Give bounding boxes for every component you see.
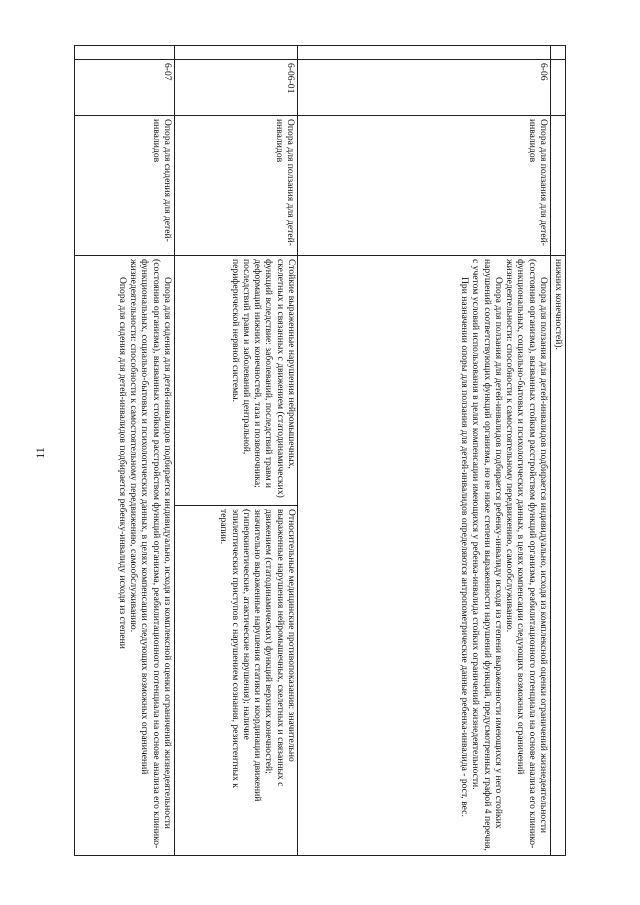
indications-text: Стойкие выраженные нарушения нейромышечных, скелетных и связанных с движением (статодинамических) функций вследствие: заболеваний, последствий травм и деформаций нижних конечностей, таза и позвоночника; последствий травм и заболеваний центральной, периферической нервной системы. [175, 256, 297, 506]
item-description [298, 256, 551, 856]
item-name: Опора для ползания для детей-инвалидов [298, 116, 551, 256]
criteria-grid [175, 256, 297, 855]
description-paragraph: Опора для ползания для детей-инвалидов подбирается индивидуально, исходя из комплексной оценки ограничений жизнедеятельности (состояния организма), вызванных стойким расстройством функций организма, реабилитационного потенциала на основе анализа его клинико-функциональных, социально-бытовых и психологических данных, в целях компенсации следующих возможных ограничений жизнедеятельности: способности к самостоятельному передвижению, самообслуживанию. [504, 259, 549, 849]
page-number: 11 [33, 447, 47, 459]
rehab-table [74, 45, 566, 856]
item-description [75, 256, 175, 856]
empty-cell [75, 46, 175, 60]
item-code: 6-06-01 [175, 60, 298, 116]
description-paragraph: При назначении опоры для ползания для детей-инвалидов определяются антропометрические данные ребенка-инвалида - рост, вес. [458, 277, 470, 817]
contraindications-text: Относительные медицинские противопоказания: значительно выраженные нарушения нейромышечных, скелетных и связанных с движением (статодинамических) функций верхних конечностей; значительно выраженные нарушения статики и координации движений (гиперкинетические, атактические нарушения); наличие эпилептических приступов с нарушением сознания, резистентных к терапии. [218, 509, 297, 802]
empty-cell [551, 46, 566, 60]
description-paragraph: Опора для ползания для детей-инвалидов подбирается ребенку-инвалиду исходя из степени выраженности имеющихся у него стойких нарушений соответствующих функций организма, но не ниже степени выраженности нарушений функций, предусмотренных графой 4 перечня, с учетом условий использования в целях компенсации имеющихся у ребенка-инвалида стойких ограничений жизнедеятельности. [470, 259, 504, 851]
item-criteria [175, 256, 298, 856]
item-name: Опора для ползания для детей-инвалидов [175, 116, 298, 256]
empty-cell [175, 46, 298, 60]
description-paragraph: Опора для сидения для детей-инвалидов подбирается индивидуально, исходя из комплексной оценки ограничений жизнедеятельности (состояния организма), вызванных стойким расстройством функций организма, реабилитационного потенциала на основе анализа его клинико-функциональных, социально-бытовых и психологических данных, в целях компенсации следующих возможных ограничений жизнедеятельности: способности к самостоятельному передвижению, самообслуживанию. [128, 259, 173, 849]
table-row [75, 46, 175, 856]
item-code: 6-07 [75, 60, 175, 116]
item-name: Опора для сидения для детей-инвалидов [75, 116, 175, 256]
continuation-text: нижних конечностей). [551, 256, 566, 856]
table-row [175, 46, 298, 856]
rotated-table-wrapper [74, 45, 566, 855]
table-row [298, 46, 551, 856]
empty-cell [551, 60, 566, 116]
description-paragraph: Опора для сидения для детей-инвалидов подбирается ребенку-инвалиду исходя из степени [116, 277, 128, 649]
empty-cell [551, 116, 566, 256]
table-row [551, 46, 566, 856]
item-code: 6-06 [298, 60, 551, 116]
empty-cell [298, 46, 551, 60]
